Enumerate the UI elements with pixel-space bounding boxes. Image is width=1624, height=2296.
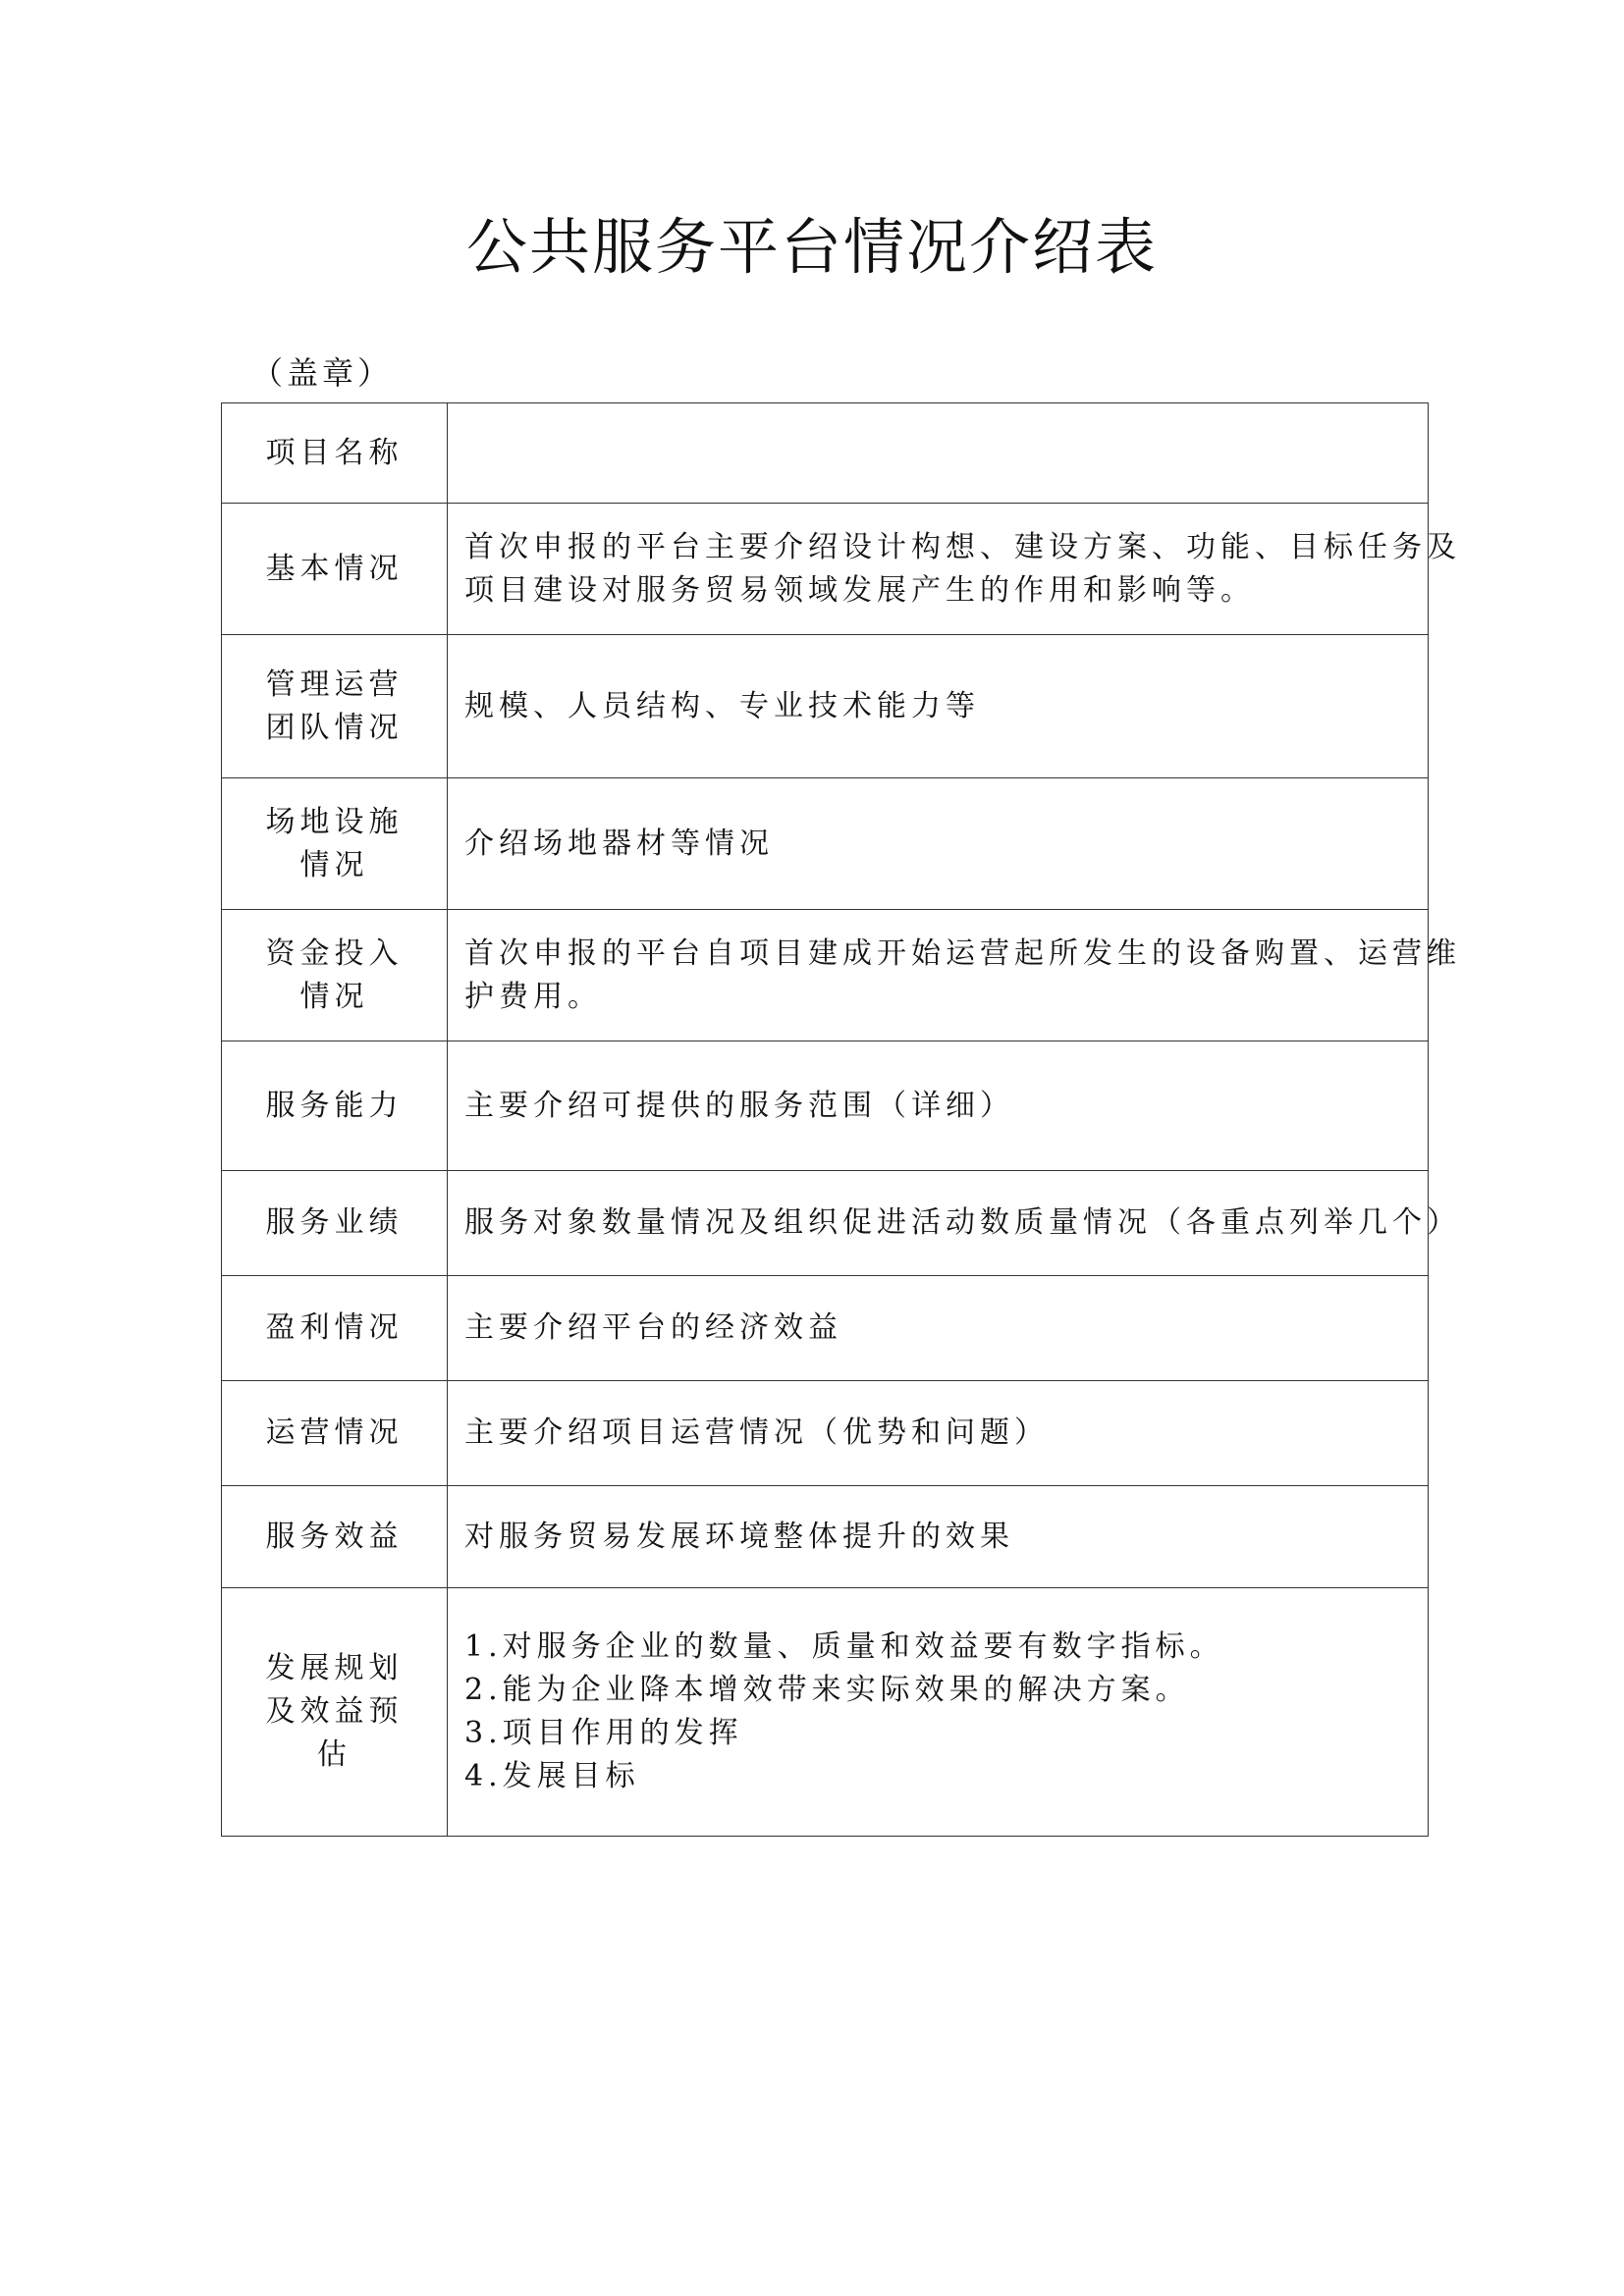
row-label-cell (222, 403, 448, 504)
table-row (222, 910, 1429, 1041)
row-label: 服务效益 (265, 1519, 404, 1554)
table-row (222, 635, 1429, 778)
content-line: 对服务贸易发展环境整体提升的效果 (464, 1519, 1014, 1554)
content-line: 主要介绍可提供的服务范围（详细） (464, 1088, 1014, 1123)
content-line: 首次申报的平台主要介绍设计构想、建设方案、功能、目标任务及 (464, 529, 1461, 564)
table-row (222, 1171, 1429, 1276)
row-content-cell (448, 403, 1429, 504)
table-row (222, 1588, 1429, 1837)
row-label-cell (222, 635, 448, 778)
row-label: 盈利情况 (265, 1310, 404, 1345)
row-content-cell (448, 1486, 1429, 1588)
info-table (221, 402, 1461, 1837)
row-content-cell (448, 1588, 1429, 1837)
list-item: 1.对服务企业的数量、质量和效益要有数字指标。 (464, 1629, 1224, 1664)
row-label: 项目名称 (265, 435, 404, 470)
row-content-cell (448, 778, 1429, 910)
table-row (222, 1276, 1429, 1381)
row-content-cell (448, 1381, 1429, 1486)
row-label-cell (222, 1486, 448, 1588)
row-content-cell (448, 504, 1461, 635)
row-label-cell (222, 1588, 448, 1837)
content-line: 主要介绍平台的经济效益 (464, 1310, 842, 1345)
table-row (222, 1041, 1429, 1171)
table-row (222, 778, 1429, 910)
row-label-cell (222, 778, 448, 910)
row-label-cell (222, 1381, 448, 1486)
table-row (222, 1486, 1429, 1588)
row-label: 运营情况 (265, 1415, 404, 1450)
row-content-cell (448, 1041, 1429, 1171)
list-item: 3.项目作用的发挥 (464, 1716, 743, 1750)
content-line: 规模、人员结构、专业技术能力等 (464, 688, 980, 723)
row-label-cell (222, 1041, 448, 1171)
content-line: 介绍场地器材等情况 (464, 826, 774, 861)
content-line: 护费用。 (464, 979, 602, 1014)
content-line: 主要介绍项目运营情况（优势和问题） (464, 1415, 1049, 1450)
row-label-cell (222, 1276, 448, 1381)
row-label: 服务业绩 (265, 1205, 404, 1240)
row-label: 场地设施情况 (265, 804, 404, 882)
row-label: 资金投入情况 (265, 935, 404, 1014)
row-label-cell (222, 504, 448, 635)
row-label-cell (222, 1171, 448, 1276)
row-label: 基本情况 (265, 551, 404, 586)
table-row (222, 403, 1429, 504)
page-title: 公共服务平台情况介绍表 (465, 211, 1158, 283)
seal-note: （盖章） (251, 354, 394, 392)
row-content-cell (448, 1276, 1429, 1381)
list-item: 2.能为企业降本增效带来实际效果的解决方案。 (464, 1673, 1190, 1707)
row-label: 发展规划及效益预估 (265, 1651, 404, 1772)
list-item: 4.发展目标 (464, 1759, 640, 1793)
content-line: 服务对象数量情况及组织促进活动数质量情况（各重点列举几个） (464, 1205, 1461, 1240)
table-row (222, 1381, 1429, 1486)
row-content-cell (448, 635, 1429, 778)
row-label-cell (222, 910, 448, 1041)
content-line: 首次申报的平台自项目建成开始运营起所发生的设备购置、运营维 (464, 935, 1461, 971)
row-label: 管理运营团队情况 (265, 667, 404, 745)
row-label: 服务能力 (265, 1088, 404, 1123)
row-content-cell (448, 1171, 1461, 1276)
row-content-cell (448, 910, 1461, 1041)
table-row (222, 504, 1429, 635)
content-line: 项目建设对服务贸易领域发展产生的作用和影响等。 (464, 572, 1255, 608)
